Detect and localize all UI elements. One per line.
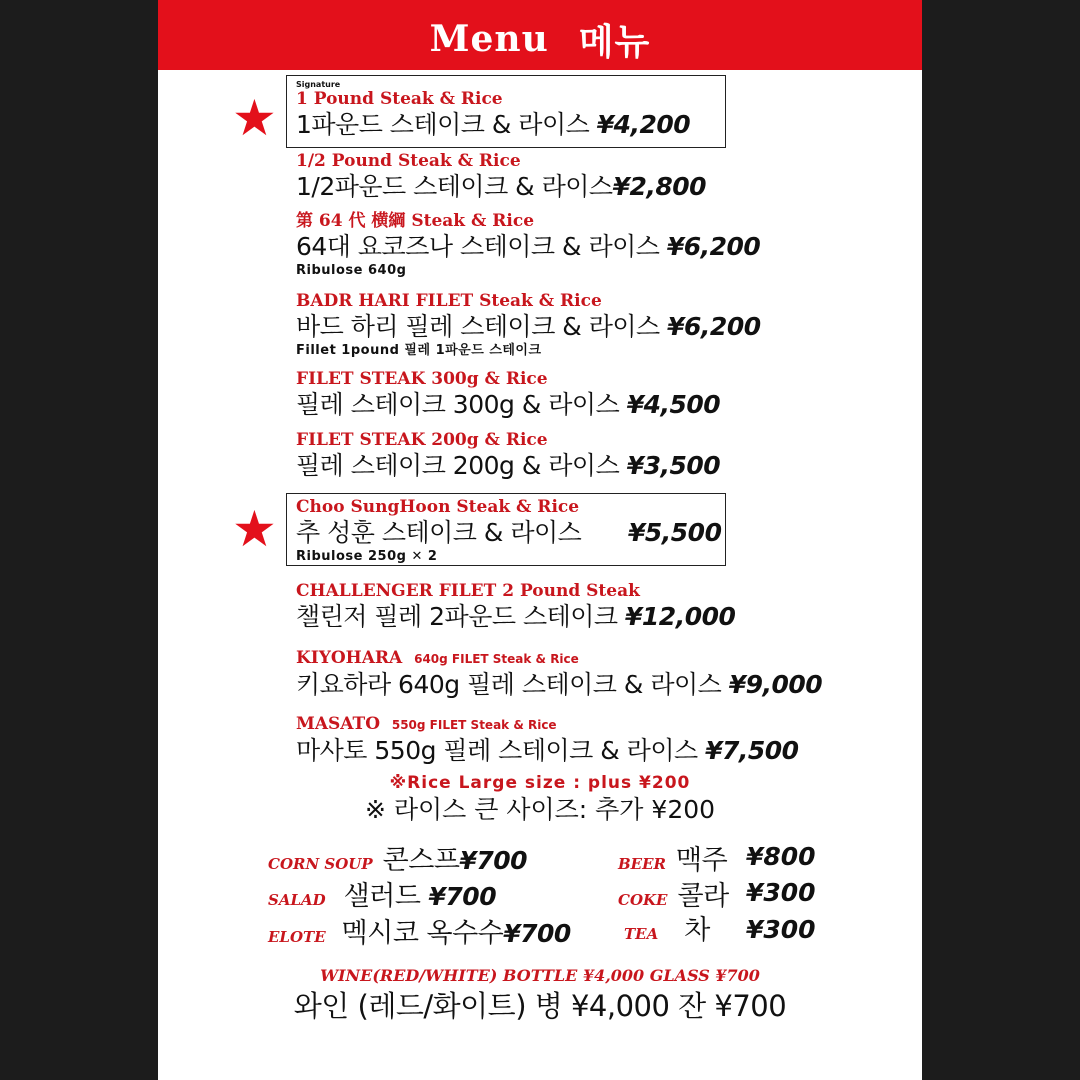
menu-item-yokozuna <box>296 211 760 279</box>
item-price: ¥6,200 <box>666 232 761 261</box>
drink-tea: TEA 차 <box>624 915 710 946</box>
item-price: ¥7,500 <box>705 736 799 765</box>
item-price: ¥3,500 <box>626 451 721 480</box>
item-name-en: CHALLENGER FILET 2 Pound Steak <box>296 581 640 601</box>
item-name-ko: 마사토 550g 필레 스테이크 & 라이스 ¥7,500 <box>296 736 799 765</box>
item-name-ko: 챌린저 필레 2파운드 스테이크 ¥12,000 <box>296 602 736 631</box>
item-price: ¥9,000 <box>728 670 823 699</box>
signature-tag: Signature <box>296 80 341 89</box>
menu-item-1-pound <box>296 80 690 141</box>
menu-sheet <box>158 0 922 1080</box>
item-name-en: FILET STEAK 300g & Rice <box>296 369 548 389</box>
item-name-ko: 1파운드 스테이크 & 라이스 ¥4,200 <box>296 110 691 139</box>
item-name-ko: 바드 하리 필레 스테이크 & 라이스 ¥6,200 <box>296 312 761 341</box>
rice-size-note <box>158 772 922 826</box>
item-name-ko: 1/2파운드 스테이크 & 라이스¥2,800 <box>296 172 707 201</box>
drink-beer: BEER 맥주 <box>618 845 728 876</box>
item-name-ko: 64대 요코즈나 스테이크 & 라이스 ¥6,200 <box>296 232 761 261</box>
item-name-en: Choo SungHoon Steak & Rice <box>296 497 580 517</box>
item-price: ¥2,800 <box>612 172 707 201</box>
item-price: ¥4,500 <box>626 390 721 419</box>
side-elote: ELOTE 멕시코 옥수수¥700 <box>268 918 571 949</box>
menu-header <box>158 0 922 70</box>
menu-item-masato <box>296 714 799 767</box>
menu-item-kiyohara <box>296 648 822 701</box>
item-name-en: 1/2 Pound Steak & Rice <box>296 151 521 171</box>
item-name-ko: 추 성훈 스테이크 & 라이스 ¥5,500 <box>296 518 722 547</box>
wine-en: WINE(RED/WHITE) BOTTLE ¥4,000 GLASS ¥700 <box>320 966 760 985</box>
drink-coke-price: ¥300 <box>746 878 816 907</box>
drink-tea-price: ¥300 <box>746 915 816 944</box>
item-price: ¥5,500 <box>628 518 722 547</box>
menu-item-challenger <box>296 581 735 633</box>
menu-item-badr-hari <box>296 291 761 359</box>
side-corn-soup: CORN SOUP 콘스프¥700 <box>268 845 528 876</box>
side-salad: SALAD 샐러드 ¥700 <box>268 881 497 912</box>
item-name-en: 第 64 代 横綱 Steak & Rice <box>296 211 535 231</box>
wine-ko: 와인 (레드/화이트) 병 ¥4,000 잔 ¥700 <box>293 989 787 1023</box>
item-price: ¥6,200 <box>667 312 761 341</box>
item-name-en: FILET STEAK 200g & Rice <box>296 430 548 450</box>
item-name-ko: 필레 스테이크 300g & 라이스 ¥4,500 <box>296 390 721 419</box>
item-name-en: BADR HARI FILET Steak & Rice <box>296 291 602 311</box>
item-price: ¥12,000 <box>625 602 736 631</box>
item-note: Ribulose 250g ✕ 2 <box>296 549 438 564</box>
rice-note-ko: ※ 라이스 큰 사이즈: 추가 ¥200 <box>364 795 716 824</box>
menu-item-choo-sunghoon <box>296 497 722 565</box>
item-note: Ribulose 640g <box>296 263 407 278</box>
item-note: Fillet 1pound 필레 1파운드 스테이크 <box>296 343 542 358</box>
rice-note-en: ※Rice Large size : plus ¥200 <box>389 773 691 793</box>
wine-section <box>158 966 922 1026</box>
menu-item-filet-300 <box>296 369 720 421</box>
drink-beer-price: ¥800 <box>746 842 816 871</box>
item-name-en: KIYOHARA 640g FILET Steak & Rice <box>296 648 579 668</box>
star-icon: ★ <box>232 500 277 558</box>
menu-title-ko: 메뉴 <box>578 21 651 63</box>
menu-item-half-pound <box>296 151 706 203</box>
item-name-ko: 필레 스테이크 200g & 라이스 ¥3,500 <box>296 451 721 480</box>
item-name-ko: 키요하라 640g 필레 스테이크 & 라이스 ¥9,000 <box>296 670 823 699</box>
menu-item-filet-200 <box>296 430 720 482</box>
item-name-en: 1 Pound Steak & Rice <box>296 89 503 109</box>
menu-title-en: Menu <box>429 18 549 60</box>
drink-coke: COKE 콜라 <box>618 881 729 912</box>
star-icon: ★ <box>232 89 277 147</box>
item-price: ¥4,200 <box>596 110 691 139</box>
item-name-en: MASATO 550g FILET Steak & Rice <box>296 714 557 734</box>
